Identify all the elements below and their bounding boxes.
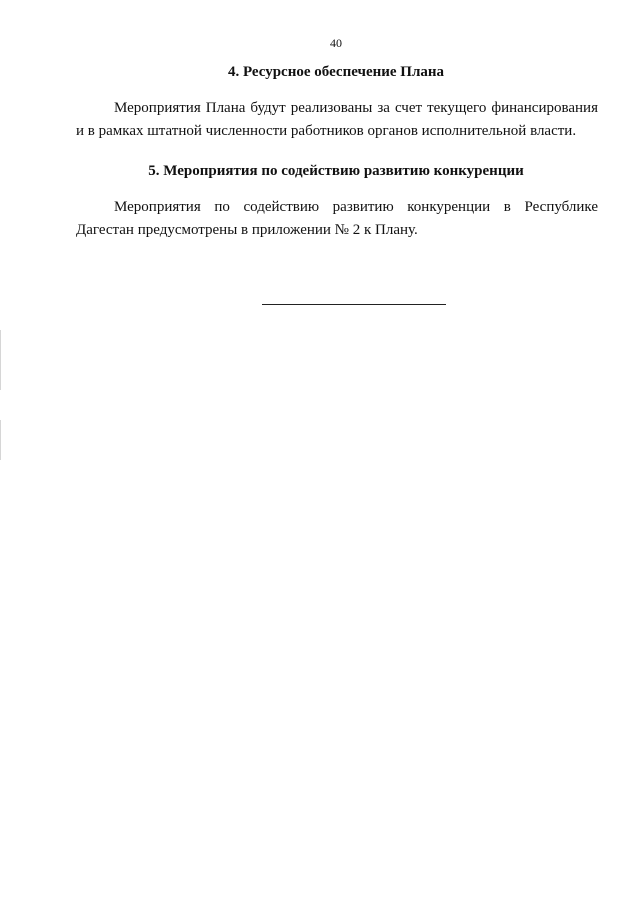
- section-paragraph-competition: Мероприятия по содействию развитию конкуренции в Республике Дагестан предусмотрены в приложении № 2 к Плану.: [76, 199, 598, 238]
- end-of-text-rule: [262, 304, 446, 305]
- section-paragraph-resources: Мероприятия Плана будут реализованы за счет текущего финансирования и в рамках штатной численности работников органов исполнительной власти.: [76, 100, 598, 139]
- section-heading-resources: 4. Ресурсное обеспечение Плана: [227, 64, 445, 80]
- scan-edge-mark: [0, 420, 1, 460]
- scan-edge-mark: [0, 330, 1, 390]
- page-number: 40: [330, 36, 342, 50]
- section-heading-competition: 5. Мероприятия по содействию развитию конкуренции: [148, 163, 524, 179]
